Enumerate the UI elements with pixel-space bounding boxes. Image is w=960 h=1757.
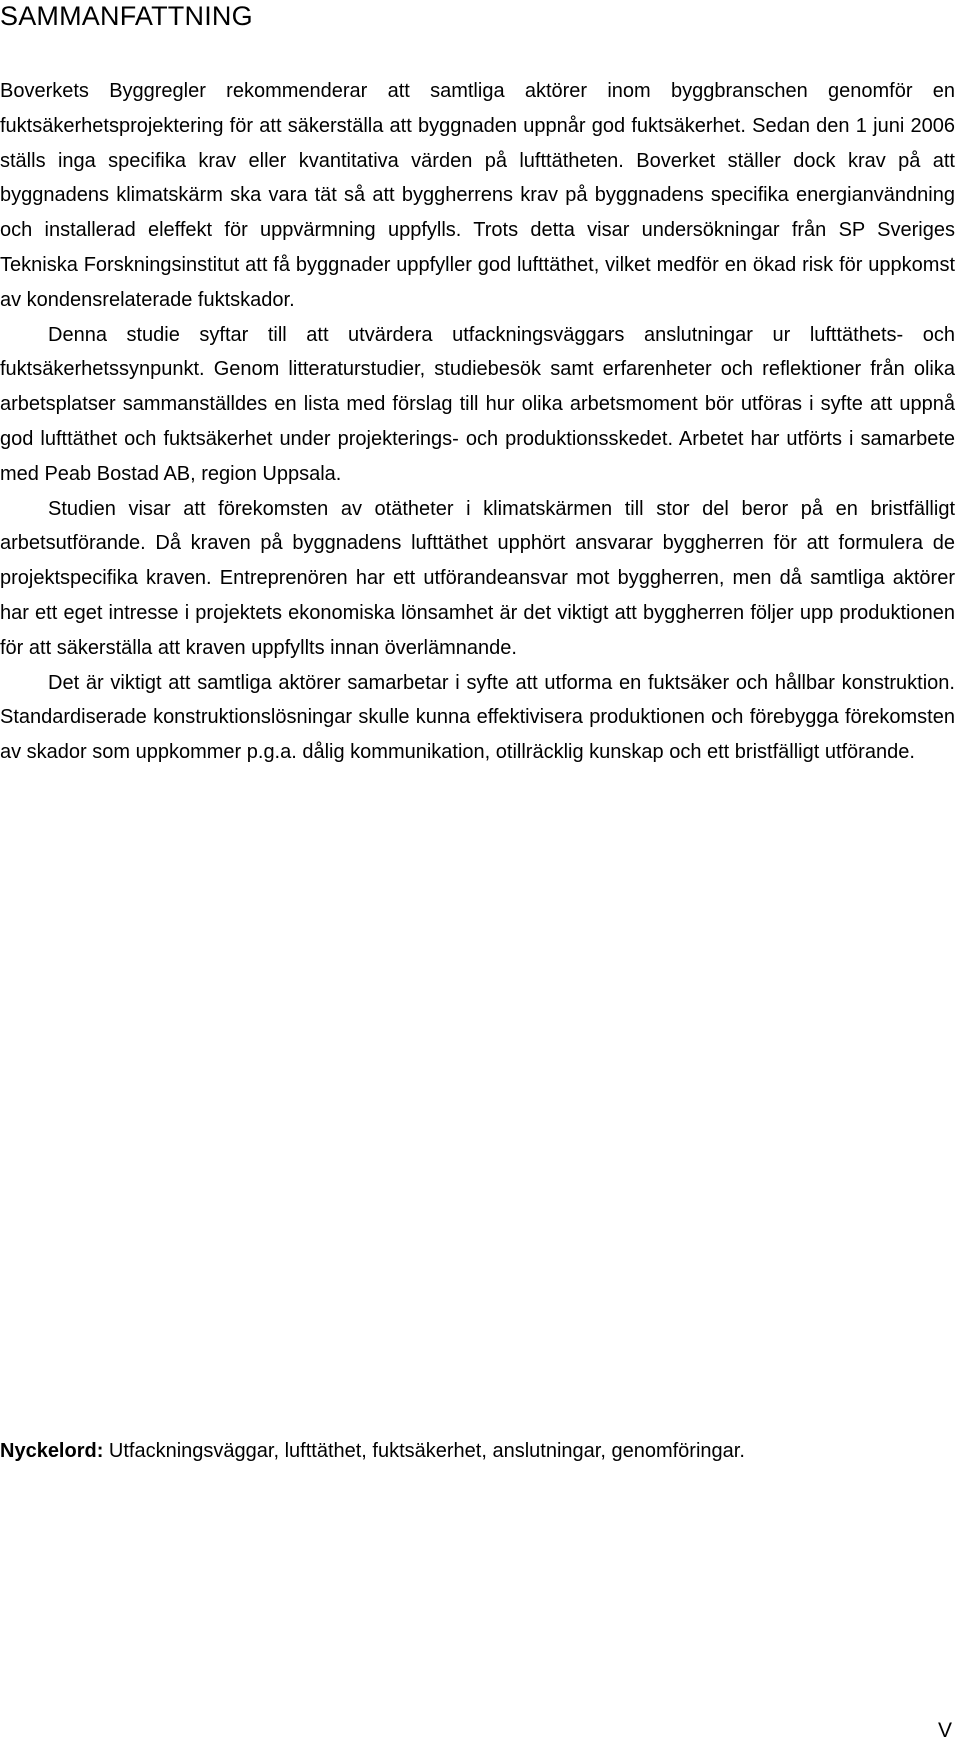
keywords-text: Utfackningsväggar, lufttäthet, fuktsäkerhet, anslutningar, genomföringar. <box>103 1440 745 1462</box>
paragraph-4: Det är viktigt att samtliga aktörer samarbetar i syfte att utforma en fuktsäker och hållbar konstruktion. Standardiserade konstruktionslösningar skulle kunna effektivisera produktionen och förebygga förekomsten av skador som uppkommer p.g.a. dålig kommunikation, otillräcklig kunskap och ett bristfälligt utförande. <box>0 671 955 764</box>
paragraph-2: Denna studie syftar till att utvärdera utfackningsväggars anslutningar ur lufttäthets- och fuktsäkerhetssynpunkt. Genom litteraturstudier, studiebesök samt erfarenheter och reflektioner från olika arbetsplatser sammanställdes en lista med förslag till hur olika arbetsmoment bör utföras i syfte att uppnå god lufttäthet och fuktsäkerhet under projekterings- och produktionsskedet. Arbetet har utförts i samarbete med Peab Bostad AB, region Uppsala. <box>0 323 955 485</box>
paragraph-3: Studien visar att förekomsten av otätheter i klimatskärmen till stor del beror på en bristfälligt arbetsutförande. Då kraven på byggnadens lufttäthet upphört ansvarar byggherren för att formulera de projektspecifika kraven. Entreprenören har ett utförandeansvar mot byggherren, men då samtliga aktörer har ett eget intresse i projektets ekonomiska lönsamhet är det viktigt att byggherren följer upp produktionen för att säkerställa att kraven uppfyllts innan överlämnande. <box>0 497 955 659</box>
page-number: V <box>937 1719 952 1742</box>
page-title: SAMMANFATTNING <box>0 1 253 31</box>
keywords-label: Nyckelord: <box>0 1440 104 1462</box>
keywords-line <box>0 1436 745 1466</box>
paragraph-1: Boverkets Byggregler rekommenderar att samtliga aktörer inom byggbranschen genomför en fuktsäkerhetsprojektering för att säkerställa att byggnaden uppnår god fuktsäkerhet. Sedan den 1 juni 2006 ställs inga specifika krav eller kvantitativa värden på lufttätheten. Boverket ställer dock krav på att byggnadens klimatskärm ska vara tät så att byggherrens krav på byggnadens specifika energianvändning och installerad eleffekt för uppvärmning uppfylls. Trots detta visar undersökningar från SP Sveriges Tekniska Forskningsinstitut att få byggnader uppfyller god lufttäthet, vilket medför en ökad risk för uppkomst av kondensrelaterade fuktskador. <box>0 80 955 311</box>
summary-body <box>0 74 955 770</box>
